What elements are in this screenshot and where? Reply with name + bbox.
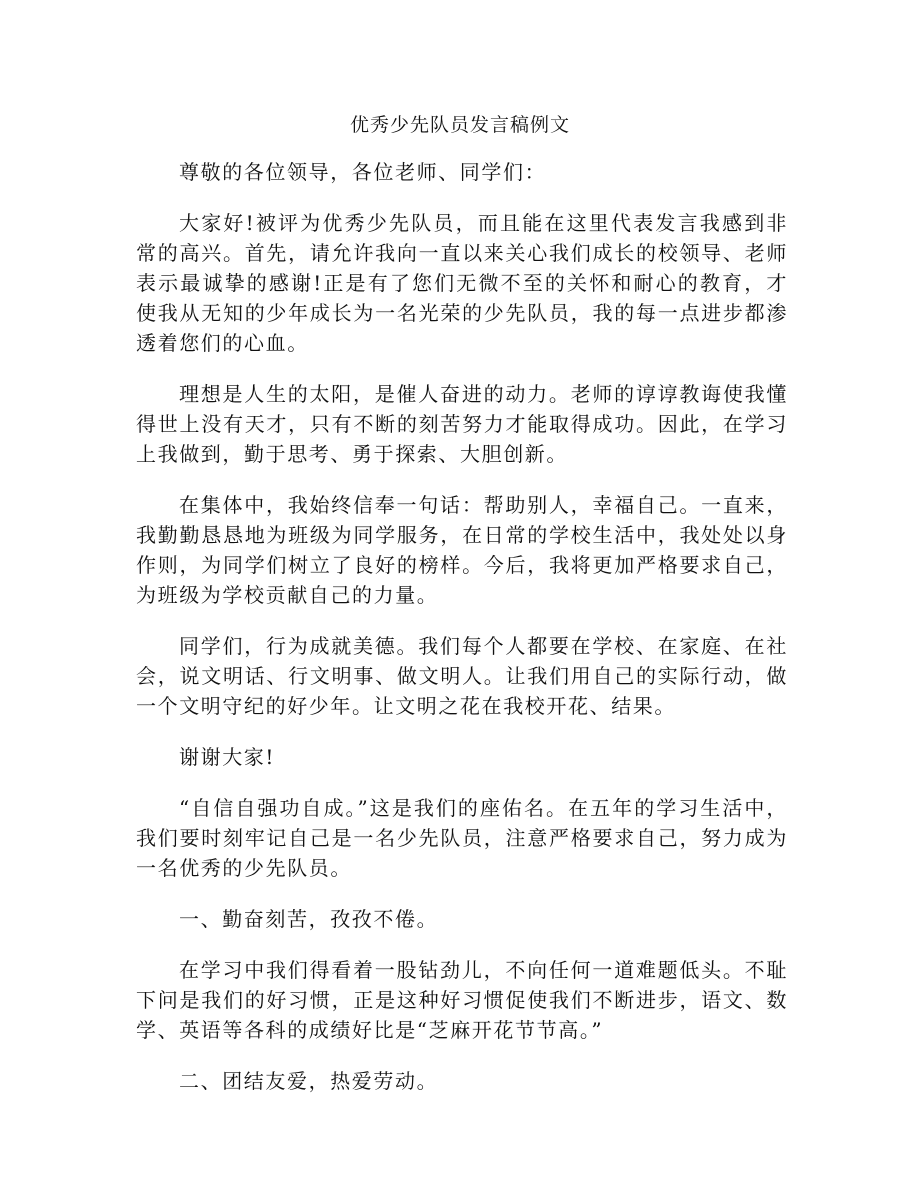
- document-body: [136, 157, 788, 1117]
- paragraph-ideals: 理想是人生的太阳，是催人奋进的动力。老师的谆谆教诲使我懂得世上没有天才，只有不断的刻苦努力才能取得成功。因此，在学习上我做到，勤于思考、勇于探索、大胆创新。: [136, 382, 788, 466]
- paragraph-motto: “自信自强功自成。”这是我们的座佑名。在五年的学习生活中，我们要时刻牢记自己是一名少先队员，注意严格要求自己，努力成为一名优秀的少先队员。: [136, 796, 788, 880]
- paragraph-thank-you: 谢谢大家!: [179, 745, 276, 769]
- paragraph-salutation: 尊敬的各位领导，各位老师、同学们：: [179, 160, 547, 184]
- section-heading-2: 二、团结友爱，热爱劳动。: [179, 1069, 439, 1093]
- paragraph-collective: 在集体中，我始终信奉一句话：帮助别人，幸福自己。一直来，我勤勤恳恳地为班级为同学服务，在日常的学校生活中，我处处以身作则，为同学们树立了良好的榜样。今后，我将更加严格要求自己，为班级为学校贡献自己的力量。: [136, 493, 788, 607]
- paragraph-greeting-thanks: 大家好!被评为优秀少先队员，而且能在这里代表发言我感到非常的高兴。首先，请允许我向一直以来关心我们成长的校领导、老师表示最诚挚的感谢!正是有了您们无微不至的关怀和耐心的教育，才使我从无知的少年成长为一名光荣的少先队员，我的每一点进步都渗透着您们的心血。: [136, 211, 788, 355]
- document-title: 优秀少先队员发言稿例文: [349, 114, 570, 136]
- section-heading-1: 一、勤奋刻苦，孜孜不倦。: [179, 907, 439, 931]
- paragraph-civility: 同学们，行为成就美德。我们每个人都要在学校、在家庭、在社会，说文明话、行文明事、做文明人。让我们用自己的实际行动，做一个文明守纪的好少年。让文明之花在我校开花、结果。: [136, 634, 788, 718]
- paragraph-study: 在学习中我们得看着一股钻劲儿，不向任何一道难题低头。不耻下问是我们的好习惯，正是这种好习惯促使我们不断进步，语文、数学、英语等各科的成绩好比是“芝麻开花节节高。”: [136, 958, 788, 1042]
